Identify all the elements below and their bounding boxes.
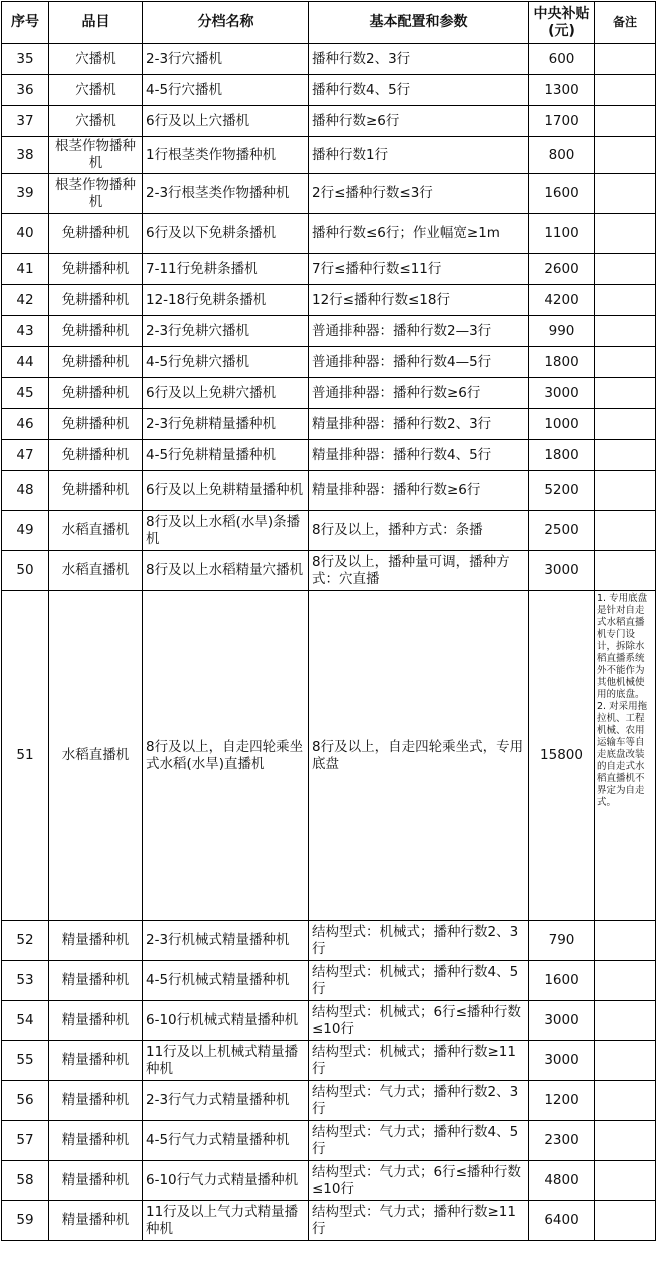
row-category: 精量播种机 <box>49 1001 143 1041</box>
row-grade: 4-5行免耕精量播种机 <box>143 440 309 471</box>
row-remark-note: 1. 专用底盘是针对自走式水稻直播机专门设计，拆除水稻直播系统外不能作为其他机械使用的底盘。 2. 对采用拖拉机、工程机械、农用运输车等自走底盘改装的自走式水稻直播机不界定为自走式。 <box>595 591 656 921</box>
row-no: 52 <box>2 921 49 961</box>
row-grade: 2-3行气力式精量播种机 <box>143 1081 309 1121</box>
row-subsidy: 1600 <box>529 961 595 1001</box>
row-remark <box>595 174 656 214</box>
row-no: 41 <box>2 254 49 285</box>
table-row <box>2 106 656 137</box>
row-subsidy: 1100 <box>529 214 595 254</box>
row-spec: 8行及以上，播种方式：条播 <box>309 511 529 551</box>
row-no: 43 <box>2 316 49 347</box>
row-subsidy: 3000 <box>529 1001 595 1041</box>
row-spec: 普通排种器：播种行数2—3行 <box>309 316 529 347</box>
row-spec: 7行≤播种行数≤11行 <box>309 254 529 285</box>
row-no: 38 <box>2 137 49 174</box>
row-remark <box>595 316 656 347</box>
row-subsidy: 1600 <box>529 174 595 214</box>
row-grade: 4-5行穴播机 <box>143 75 309 106</box>
row-subsidy: 4200 <box>529 285 595 316</box>
row-grade: 6-10行气力式精量播种机 <box>143 1161 309 1201</box>
row-subsidy: 3000 <box>529 1041 595 1081</box>
row-subsidy: 5200 <box>529 471 595 511</box>
row-no: 42 <box>2 285 49 316</box>
row-remark <box>595 440 656 471</box>
row-spec: 播种行数2、3行 <box>309 44 529 75</box>
row-category: 精量播种机 <box>49 961 143 1001</box>
row-category: 精量播种机 <box>49 1121 143 1161</box>
row-category: 水稻直播机 <box>49 591 143 921</box>
row-remark <box>595 285 656 316</box>
row-remark <box>595 511 656 551</box>
row-remark <box>595 1201 656 1241</box>
table-row <box>2 44 656 75</box>
row-spec: 结构型式：气力式；6行≤播种行数≤10行 <box>309 1161 529 1201</box>
row-spec: 结构型式：机械式；播种行数2、3行 <box>309 921 529 961</box>
header-no: 序号 <box>2 2 49 44</box>
row-no: 51 <box>2 591 49 921</box>
row-subsidy: 1000 <box>529 409 595 440</box>
row-category: 根茎作物播种机 <box>49 174 143 214</box>
row-subsidy: 2500 <box>529 511 595 551</box>
row-grade: 11行及以上机械式精量播种机 <box>143 1041 309 1081</box>
row-spec: 播种行数≥6行 <box>309 106 529 137</box>
table-row <box>2 316 656 347</box>
row-no: 58 <box>2 1161 49 1201</box>
row-subsidy: 3000 <box>529 551 595 591</box>
row-no: 40 <box>2 214 49 254</box>
row-grade: 8行及以上，自走四轮乘坐式水稻(水旱)直播机 <box>143 591 309 921</box>
row-no: 36 <box>2 75 49 106</box>
row-category: 免耕播种机 <box>49 440 143 471</box>
row-category: 穴播机 <box>49 44 143 75</box>
table-body <box>2 44 656 1241</box>
row-category: 水稻直播机 <box>49 551 143 591</box>
row-grade: 2-3行机械式精量播种机 <box>143 921 309 961</box>
header-category: 品目 <box>49 2 143 44</box>
row-no: 50 <box>2 551 49 591</box>
header-remark: 备注 <box>595 2 656 44</box>
table-row <box>2 1121 656 1161</box>
row-subsidy: 2600 <box>529 254 595 285</box>
row-spec: 结构型式：气力式；播种行数2、3行 <box>309 1081 529 1121</box>
table-row <box>2 961 656 1001</box>
table-row <box>2 254 656 285</box>
table-row <box>2 409 656 440</box>
table-row <box>2 511 656 551</box>
row-spec: 普通排种器：播种行数≥6行 <box>309 378 529 409</box>
table-row <box>2 921 656 961</box>
row-no: 57 <box>2 1121 49 1161</box>
row-grade: 2-3行免耕穴播机 <box>143 316 309 347</box>
row-spec: 2行≤播种行数≤3行 <box>309 174 529 214</box>
row-category: 精量播种机 <box>49 1201 143 1241</box>
row-spec: 精量排种器：播种行数2、3行 <box>309 409 529 440</box>
row-category: 精量播种机 <box>49 1081 143 1121</box>
row-spec: 播种行数1行 <box>309 137 529 174</box>
row-subsidy: 1200 <box>529 1081 595 1121</box>
row-spec: 12行≤播种行数≤18行 <box>309 285 529 316</box>
table-row <box>2 1081 656 1121</box>
row-spec: 结构型式：机械式；播种行数≥11行 <box>309 1041 529 1081</box>
row-spec: 播种行数4、5行 <box>309 75 529 106</box>
row-subsidy: 3000 <box>529 378 595 409</box>
table-row <box>2 440 656 471</box>
row-no: 48 <box>2 471 49 511</box>
header-row <box>2 2 656 44</box>
row-no: 55 <box>2 1041 49 1081</box>
row-grade: 4-5行免耕穴播机 <box>143 347 309 378</box>
row-subsidy: 990 <box>529 316 595 347</box>
row-grade: 11行及以上气力式精量播种机 <box>143 1201 309 1241</box>
row-category: 免耕播种机 <box>49 378 143 409</box>
row-grade: 1行根茎类作物播种机 <box>143 137 309 174</box>
table-row <box>2 378 656 409</box>
row-spec: 精量排种器：播种行数4、5行 <box>309 440 529 471</box>
row-subsidy: 1700 <box>529 106 595 137</box>
row-category: 穴播机 <box>49 75 143 106</box>
row-grade: 12-18行免耕条播机 <box>143 285 309 316</box>
row-grade: 6行及以上穴播机 <box>143 106 309 137</box>
row-remark <box>595 1121 656 1161</box>
row-grade: 8行及以上水稻(水旱)条播机 <box>143 511 309 551</box>
row-category: 根茎作物播种机 <box>49 137 143 174</box>
row-no: 53 <box>2 961 49 1001</box>
table-row <box>2 75 656 106</box>
row-category: 免耕播种机 <box>49 285 143 316</box>
table-row <box>2 1201 656 1241</box>
row-category: 免耕播种机 <box>49 316 143 347</box>
row-category: 免耕播种机 <box>49 347 143 378</box>
row-no: 35 <box>2 44 49 75</box>
row-subsidy: 1800 <box>529 347 595 378</box>
row-subsidy: 1800 <box>529 440 595 471</box>
row-remark <box>595 347 656 378</box>
row-grade: 7-11行免耕条播机 <box>143 254 309 285</box>
row-no: 37 <box>2 106 49 137</box>
row-grade: 2-3行穴播机 <box>143 44 309 75</box>
row-spec: 播种行数≤6行；作业幅宽≥1m <box>309 214 529 254</box>
row-subsidy: 800 <box>529 137 595 174</box>
row-grade: 2-3行根茎类作物播种机 <box>143 174 309 214</box>
row-remark <box>595 1001 656 1041</box>
table-row <box>2 591 656 921</box>
row-remark <box>595 471 656 511</box>
row-remark <box>595 1161 656 1201</box>
row-no: 46 <box>2 409 49 440</box>
row-remark <box>595 961 656 1001</box>
row-subsidy: 15800 <box>529 591 595 921</box>
row-category: 免耕播种机 <box>49 214 143 254</box>
row-grade: 6-10行机械式精量播种机 <box>143 1001 309 1041</box>
row-category: 精量播种机 <box>49 1161 143 1201</box>
table-row <box>2 285 656 316</box>
row-no: 54 <box>2 1001 49 1041</box>
row-remark <box>595 106 656 137</box>
row-spec: 结构型式：机械式；6行≤播种行数≤10行 <box>309 1001 529 1041</box>
table-row <box>2 347 656 378</box>
table-row <box>2 1041 656 1081</box>
row-remark <box>595 137 656 174</box>
table-row <box>2 551 656 591</box>
row-no: 59 <box>2 1201 49 1241</box>
row-category: 免耕播种机 <box>49 409 143 440</box>
row-category: 水稻直播机 <box>49 511 143 551</box>
subsidy-table <box>1 1 656 1241</box>
row-grade: 8行及以上水稻精量穴播机 <box>143 551 309 591</box>
row-remark <box>595 75 656 106</box>
row-remark <box>595 1041 656 1081</box>
table-row <box>2 137 656 174</box>
row-spec: 8行及以上，自走四轮乘坐式，专用底盘 <box>309 591 529 921</box>
header-grade: 分档名称 <box>143 2 309 44</box>
row-spec: 精量排种器：播种行数≥6行 <box>309 471 529 511</box>
row-remark <box>595 1081 656 1121</box>
row-grade: 4-5行气力式精量播种机 <box>143 1121 309 1161</box>
row-grade: 4-5行机械式精量播种机 <box>143 961 309 1001</box>
row-remark <box>595 254 656 285</box>
row-category: 免耕播种机 <box>49 254 143 285</box>
row-subsidy: 600 <box>529 44 595 75</box>
row-category: 穴播机 <box>49 106 143 137</box>
header-spec: 基本配置和参数 <box>309 2 529 44</box>
table-row <box>2 174 656 214</box>
row-no: 44 <box>2 347 49 378</box>
row-no: 47 <box>2 440 49 471</box>
row-grade: 6行及以上免耕穴播机 <box>143 378 309 409</box>
row-subsidy: 1300 <box>529 75 595 106</box>
row-no: 56 <box>2 1081 49 1121</box>
row-remark <box>595 214 656 254</box>
row-spec: 结构型式：气力式；播种行数≥11行 <box>309 1201 529 1241</box>
row-remark <box>595 409 656 440</box>
row-subsidy: 6400 <box>529 1201 595 1241</box>
row-remark <box>595 921 656 961</box>
header-subsidy: 中央补贴(元) <box>529 2 595 44</box>
row-category: 精量播种机 <box>49 1041 143 1081</box>
row-spec: 8行及以上，播种量可调，播种方式：穴直播 <box>309 551 529 591</box>
row-no: 45 <box>2 378 49 409</box>
row-remark <box>595 44 656 75</box>
row-grade: 6行及以上免耕精量播种机 <box>143 471 309 511</box>
row-remark <box>595 551 656 591</box>
table-row <box>2 214 656 254</box>
row-grade: 2-3行免耕精量播种机 <box>143 409 309 440</box>
table-row <box>2 1001 656 1041</box>
row-spec: 结构型式：气力式；播种行数4、5行 <box>309 1121 529 1161</box>
row-no: 49 <box>2 511 49 551</box>
table-row <box>2 471 656 511</box>
row-grade: 6行及以下免耕条播机 <box>143 214 309 254</box>
row-category: 免耕播种机 <box>49 471 143 511</box>
row-remark <box>595 378 656 409</box>
row-spec: 普通排种器：播种行数4—5行 <box>309 347 529 378</box>
row-no: 39 <box>2 174 49 214</box>
row-subsidy: 4800 <box>529 1161 595 1201</box>
row-spec: 结构型式：机械式；播种行数4、5行 <box>309 961 529 1001</box>
row-subsidy: 2300 <box>529 1121 595 1161</box>
row-category: 精量播种机 <box>49 921 143 961</box>
row-subsidy: 790 <box>529 921 595 961</box>
table-row <box>2 1161 656 1201</box>
